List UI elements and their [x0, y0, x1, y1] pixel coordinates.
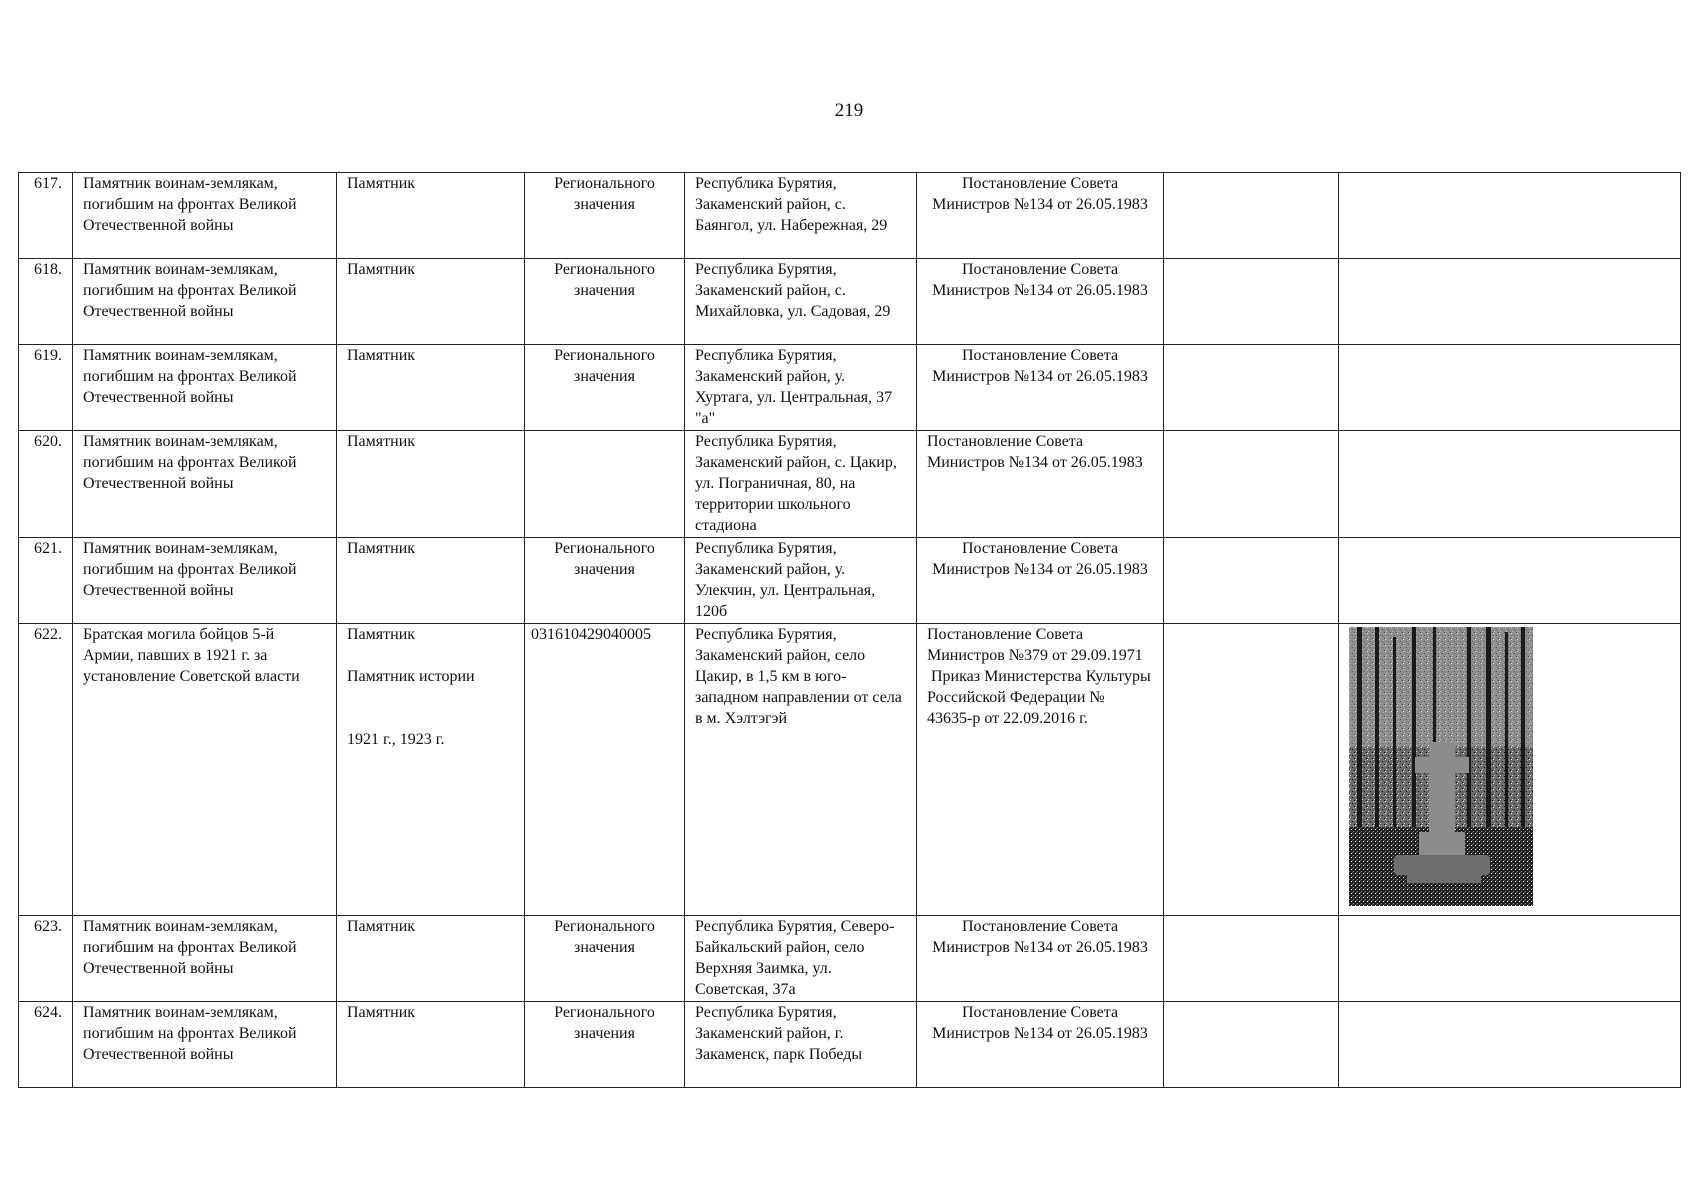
- object-address: Республика Бурятия, Закаменский район, с. Баянгол, ул. Набережная, 29: [685, 173, 917, 259]
- object-category: Регионального значения: [525, 173, 685, 259]
- object-category: Регионального значения: [525, 538, 685, 624]
- table-row: [19, 1002, 1681, 1088]
- row-number: 622.: [19, 624, 73, 916]
- row-number: 620.: [19, 431, 73, 538]
- empty-cell: [1164, 173, 1339, 259]
- row-number: 617.: [19, 173, 73, 259]
- photo-cell: [1339, 345, 1681, 431]
- object-type: Памятник: [337, 345, 525, 431]
- empty-cell: [1164, 345, 1339, 431]
- object-category: Регионального значения: [525, 1002, 685, 1088]
- page-number: 219: [834, 100, 864, 121]
- protection-document-2: Приказ Министерства Культуры Российской Федерации № 43635-р от 22.09.2016 г.: [927, 668, 1159, 727]
- object-dates: 1921 г., 1923 г.: [347, 731, 445, 748]
- object-category: Регионального значения: [525, 345, 685, 431]
- row-number: 624.: [19, 1002, 73, 1088]
- object-name: Братская могила бойцов 5-й Армии, павших в 1921 г. за установление Советской власти: [73, 624, 337, 916]
- row-number: 618.: [19, 259, 73, 345]
- table-row: [19, 624, 1681, 916]
- photo-cell: [1339, 624, 1681, 916]
- object-name: Памятник воинам-землякам, погибшим на фронтах Великой Отечественной войны: [73, 345, 337, 431]
- object-type: Памятник: [337, 538, 525, 624]
- empty-cell: [1164, 1002, 1339, 1088]
- object-category: Регионального значения: [525, 259, 685, 345]
- object-address: Республика Бурятия, Закаменский район, с. Цакир, ул. Пограничная, 80, на территории школьного стадиона: [685, 431, 917, 538]
- object-type: Памятник: [337, 173, 525, 259]
- object-type-cell: [337, 624, 525, 916]
- protection-document: Постановление Совета Министров №379 от 29.09.1971: [927, 626, 1143, 664]
- table-row: [19, 431, 1681, 538]
- object-address: Республика Бурятия, Закаменский район, у. Улекчин, ул. Центральная, 120б: [685, 538, 917, 624]
- empty-cell: [1164, 431, 1339, 538]
- row-number: 623.: [19, 916, 73, 1002]
- protection-document: Постановление Совета Министров №134 от 26.05.1983: [917, 345, 1164, 431]
- object-address: Республика Бурятия, Закаменский район, у. Хуртага, ул. Центральная, 37 "а": [685, 345, 917, 431]
- protection-document-cell: [917, 624, 1164, 916]
- object-category: Регионального значения: [525, 916, 685, 1002]
- object-address: Республика Бурятия, Закаменский район, с. Михайловка, ул. Садовая, 29: [685, 259, 917, 345]
- photo-cell: [1339, 916, 1681, 1002]
- row-number: 619.: [19, 345, 73, 431]
- monuments-table: [18, 172, 1681, 1088]
- object-type: Памятник: [337, 1002, 525, 1088]
- object-type: Памятник: [347, 626, 416, 643]
- empty-cell: [1164, 624, 1339, 916]
- row-number: 621.: [19, 538, 73, 624]
- object-type: Памятник: [337, 916, 525, 1002]
- object-name: Памятник воинам-землякам, погибшим на фронтах Великой Отечественной войны: [73, 538, 337, 624]
- empty-cell: [1164, 916, 1339, 1002]
- table-row: [19, 173, 1681, 259]
- protection-document: Постановление Совета Министров №134 от 26.05.1983: [917, 173, 1164, 259]
- object-type-extra: Памятник истории: [347, 668, 475, 685]
- protection-document: Постановление Совета Министров №134 от 26.05.1983: [917, 259, 1164, 345]
- empty-cell: [1164, 538, 1339, 624]
- table-row: [19, 538, 1681, 624]
- table-row: [19, 259, 1681, 345]
- protection-document: Постановление Совета Министров №134 от 26.05.1983: [917, 916, 1164, 1002]
- object-name: Памятник воинам-землякам, погибшим на фронтах Великой Отечественной войны: [73, 259, 337, 345]
- photo-cell: [1339, 259, 1681, 345]
- monument-photo: [1349, 627, 1533, 906]
- protection-document: Постановление Совета Министров №134 от 26.05.1983: [917, 1002, 1164, 1088]
- table-row: [19, 345, 1681, 431]
- photo-cell: [1339, 431, 1681, 538]
- object-type: Памятник: [337, 259, 525, 345]
- protection-document: Постановление Совета Министров №134 от 26.05.1983: [917, 431, 1164, 538]
- registry-number: 031610429040005: [525, 624, 685, 916]
- empty-cell: [1164, 259, 1339, 345]
- object-name: Памятник воинам-землякам, погибшим на фронтах Великой Отечественной войны: [73, 916, 337, 1002]
- object-name: Памятник воинам-землякам, погибшим на фронтах Великой Отечественной войны: [73, 431, 337, 538]
- object-category: [525, 431, 685, 538]
- table-row: [19, 916, 1681, 1002]
- photo-cell: [1339, 538, 1681, 624]
- protection-document: Постановление Совета Министров №134 от 26.05.1983: [917, 538, 1164, 624]
- photo-cell: [1339, 173, 1681, 259]
- object-address: Республика Бурятия, Северо-Байкальский район, село Верхняя Заимка, ул. Советская, 37а: [685, 916, 917, 1002]
- object-address: Республика Бурятия, Закаменский район, село Цакир, в 1,5 км в юго-западном направлении от села в м. Хэлтэгэй: [685, 624, 917, 916]
- object-address: Республика Бурятия, Закаменский район, г. Закаменск, парк Победы: [685, 1002, 917, 1088]
- object-name: Памятник воинам-землякам, погибшим на фронтах Великой Отечественной войны: [73, 1002, 337, 1088]
- object-name: Памятник воинам-землякам, погибшим на фронтах Великой Отечественной войны: [73, 173, 337, 259]
- object-type: Памятник: [337, 431, 525, 538]
- photo-cell: [1339, 1002, 1681, 1088]
